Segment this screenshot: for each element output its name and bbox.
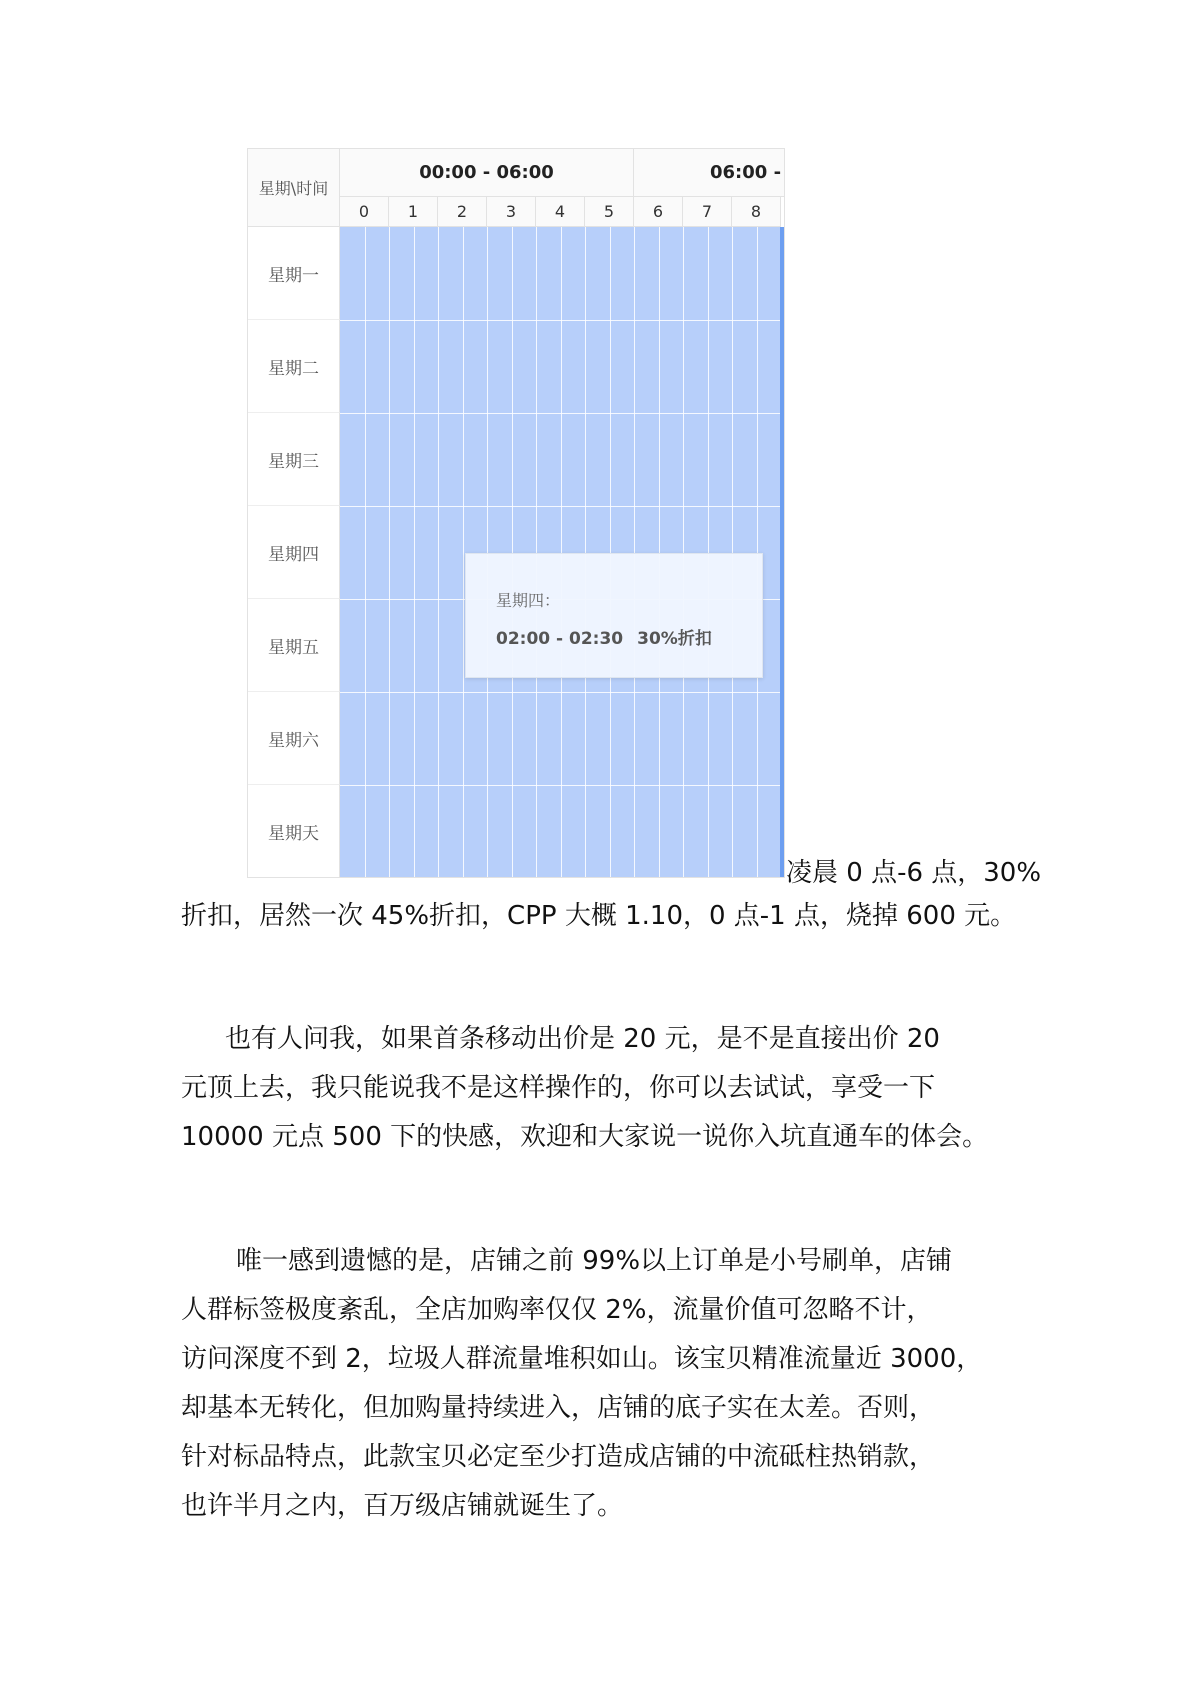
grid-column-line (463, 227, 464, 878)
grid-row-line (340, 506, 785, 507)
paragraph-3-line-2: 人群标签极度紊乱，全店加购率仅仅 2%，流量价值可忽略不计， (181, 1295, 933, 1325)
paragraph-3-line-3: 访问深度不到 2，垃圾人群流量堆积如山。该宝贝精准流量近 3000， (181, 1344, 983, 1374)
hour-header: 0 (340, 197, 389, 227)
paragraph-1-line-1: 凌晨 0 点-6 点，30% (786, 858, 1042, 888)
tooltip-detail (496, 624, 726, 649)
day-label: 星期六 (248, 692, 340, 785)
paragraph-3-line-4: 却基本无转化，但加购量持续进入，店铺的底子实在太差。否则， (181, 1393, 936, 1423)
tooltip-day: 星期四： (496, 591, 561, 610)
day-label: 星期天 (248, 785, 340, 878)
paragraph-1-line-2: 折扣，居然一次 45%折扣，CPP 大概 1.10，0 点-1 点，烧掉 600 元。 (181, 901, 1017, 931)
day-label: 星期二 (248, 320, 340, 413)
paragraph-3-line-6: 也许半月之内，百万级店铺就诞生了。 (181, 1491, 624, 1521)
grid-scroll-edge (780, 227, 784, 878)
day-label: 星期四 (248, 506, 340, 599)
grid-column-line (389, 227, 390, 878)
hour-header: 5 (585, 197, 634, 227)
cell-tooltip (465, 553, 763, 678)
grid-row-line (340, 320, 785, 321)
grid-row-line (340, 692, 785, 693)
day-label: 星期一 (248, 227, 340, 320)
grid-row-line (340, 413, 785, 414)
day-label: 星期三 (248, 413, 340, 506)
time-discount-grid (247, 148, 785, 878)
hour-header: 2 (438, 197, 487, 227)
tooltip-discount: 30%折扣 (637, 629, 712, 649)
hour-header: 4 (536, 197, 585, 227)
paragraph-2-line-2: 元顶上去，我只能说我不是这样操作的，你可以去试试，享受一下 (181, 1073, 936, 1103)
hour-header: 1 (389, 197, 438, 227)
day-label: 星期五 (248, 599, 340, 692)
hour-header: 6 (634, 197, 683, 227)
grid-column-line (365, 227, 366, 878)
grid-corner-label: 星期\时间 (248, 149, 340, 227)
paragraph-2-line-3: 10000 元点 500 下的快感，欢迎和大家说一说你入坑直通车的体会。 (181, 1122, 989, 1152)
grid-row-line (340, 785, 785, 786)
hour-header: 8 (732, 197, 781, 227)
grid-column-line (438, 227, 439, 878)
hour-header: 3 (487, 197, 536, 227)
paragraph-3-line-1: 唯一感到遗憾的是，店铺之前 99%以上订单是小号刷单，店铺 (236, 1246, 953, 1276)
hour-header: 7 (683, 197, 732, 227)
time-group-header: 00:00 - 06:00 (340, 149, 634, 197)
paragraph-2-line-1: 也有人问我，如果首条移动出价是 20 元，是不是直接出价 20 (225, 1024, 940, 1054)
time-group-header: 06:00 - (634, 149, 785, 197)
paragraph-3-line-5: 针对标品特点，此款宝贝必定至少打造成店铺的中流砥柱热销款， (181, 1442, 936, 1472)
tooltip-time: 02:00 - 02:30 (496, 629, 624, 649)
grid-column-line (414, 227, 415, 878)
